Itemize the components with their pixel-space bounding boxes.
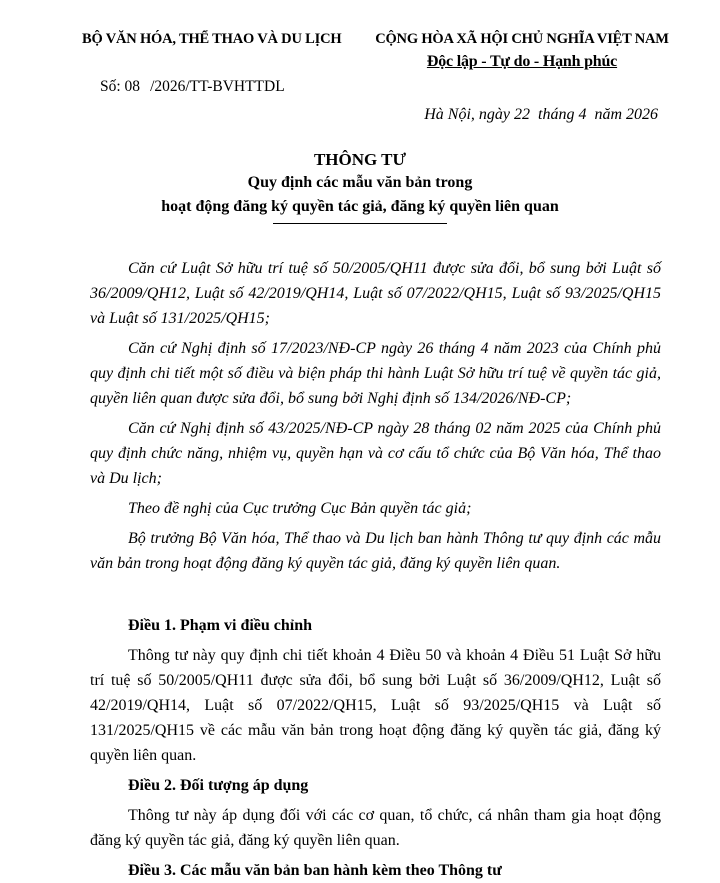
country-name: CỘNG HÒA XÃ HỘI CHỦ NGHĨA VIỆT NAM: [375, 31, 669, 47]
preamble-paragraph: Căn cứ Nghị định số 17/2023/NĐ-CP ngày 26 tháng 4 năm 2023 của Chính phủ quy định chi tiết một số điều và biện pháp thi hành Luật Sở hữu trí tuệ về quyền tác giả, quyền liên quan được sửa đổi, bổ sung bởi Nghị định số 134/2026/NĐ-CP;: [90, 340, 661, 407]
document-title: [0, 149, 720, 224]
article-2-text: Thông tư này áp dụng đối với các cơ quan, tổ chức, cá nhân tham gia hoạt động đăng ký quyền tác giả, đăng ký quyền liên quan.: [90, 807, 661, 849]
document-type: THÔNG TƯ: [313, 150, 407, 169]
article-1-text: Thông tư này quy định chi tiết khoản 4 Điều 50 và khoản 4 Điều 51 Luật Sở hữu trí tuệ số 50/2005/QH11 được sửa đổi, bổ sung bởi Luật số 36/2009/QH12, Luật số 42/2019/QH14, Luật số 07/2022/QH15, Luật số 93/2025/QH15 và Luật số 131/2025/QH15 về các mẫu văn bản trong hoạt động đăng ký quyền tác giả, đăng ký quyền liên quan.: [90, 647, 661, 764]
preamble-paragraph: Theo đề nghị của Cục trưởng Cục Bản quyền tác giả;: [128, 500, 472, 517]
preamble-paragraph: Bộ trưởng Bộ Văn hóa, Thể thao và Du lịch ban hành Thông tư quy định các mẫu văn bản trong hoạt động đăng ký quyền tác giả, đăng ký quyền liên quan.: [90, 530, 661, 572]
article-3-heading: Điều 3. Các mẫu văn bản ban hành kèm theo Thông tư: [128, 862, 502, 879]
preamble: [90, 256, 661, 576]
document-number: [100, 78, 285, 96]
document-body: [90, 256, 661, 883]
issuing-authority: BỘ VĂN HÓA, THỂ THAO VÀ DU LỊCH: [82, 31, 342, 47]
title-line-2: hoạt động đăng ký quyền tác giả, đăng ký quyền liên quan: [161, 198, 559, 215]
title-underline: [273, 223, 447, 224]
preamble-paragraph: Căn cứ Luật Sở hữu trí tuệ số 50/2005/QH11 được sửa đổi, bổ sung bởi Luật số 36/2009/QH12, Luật số 42/2019/QH14, Luật số 07/2022/QH15, Luật số 93/2025/QH15 và Luật số 131/2025/QH15;: [90, 260, 661, 327]
article-1-heading: Điều 1. Phạm vi điều chỉnh: [128, 617, 313, 634]
title-line-1: Quy định các mẫu văn bản trong: [247, 174, 473, 191]
article-2-heading: Điều 2. Đối tượng áp dụng: [128, 777, 309, 794]
national-header: [372, 31, 672, 71]
issue-date: Hà Nội, ngày 22 tháng 4 năm 2026: [424, 106, 658, 123]
document-number-suffix: /2026/TT-BVHTTDL: [150, 78, 285, 95]
document-number-prefix: Số: 08: [100, 78, 141, 95]
preamble-paragraph: Căn cứ Nghị định số 43/2025/NĐ-CP ngày 28 tháng 02 năm 2025 của Chính phủ quy định chức năng, nhiệm vụ, quyền hạn và cơ cấu tổ chức của Bộ Văn hóa, Thể thao và Du lịch;: [90, 420, 661, 487]
national-motto: Độc lập - Tự do - Hạnh phúc: [426, 53, 618, 70]
